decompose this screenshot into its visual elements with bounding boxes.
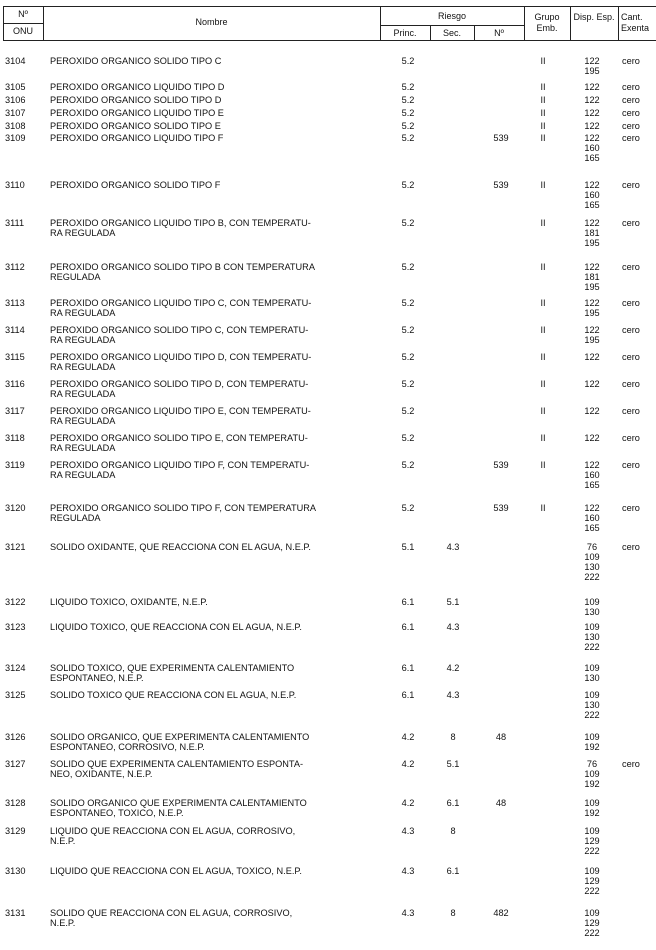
cell-disp: 109 192 bbox=[584, 732, 600, 752]
cell-grupo: II bbox=[540, 95, 546, 105]
header-onu: ONU bbox=[13, 26, 33, 36]
cell-princ: 4.3 bbox=[401, 826, 415, 836]
cell-sec: 8 bbox=[450, 908, 456, 918]
cell-onu: 3128 bbox=[5, 798, 26, 808]
cell-cant: cero bbox=[622, 503, 640, 513]
cell-grupo: II bbox=[540, 108, 546, 118]
cell-disp: 122 bbox=[584, 95, 600, 105]
cell-onu: 3131 bbox=[5, 908, 26, 918]
cell-princ: 5.2 bbox=[401, 56, 415, 66]
cell-grupo: II bbox=[540, 121, 546, 131]
header-top-rule bbox=[3, 6, 656, 7]
cell-nombre: PEROXIDO ORGANICO LIQUIDO TIPO F bbox=[50, 133, 224, 143]
cell-princ: 5.2 bbox=[401, 133, 415, 143]
cell-disp: 122 195 bbox=[584, 56, 600, 76]
cell-cant: cero bbox=[622, 108, 640, 118]
cell-grupo: II bbox=[540, 379, 546, 389]
cell-num: 539 bbox=[493, 180, 509, 190]
cell-princ: 6.1 bbox=[401, 597, 415, 607]
cell-disp: 122 160 165 bbox=[584, 503, 600, 533]
cell-disp: 109 129 222 bbox=[584, 908, 600, 938]
cell-disp: 109 130 222 bbox=[584, 690, 600, 720]
header-no: Nº bbox=[18, 9, 28, 19]
cell-disp: 76 109 192 bbox=[584, 759, 600, 789]
cell-grupo: II bbox=[540, 433, 546, 443]
cell-cant: cero bbox=[622, 180, 640, 190]
cell-princ: 5.2 bbox=[401, 218, 415, 228]
cell-grupo: II bbox=[540, 180, 546, 190]
cell-cant: cero bbox=[622, 133, 640, 143]
header-grupo: Grupo Emb. bbox=[534, 12, 560, 33]
cell-sec: 4.3 bbox=[446, 542, 460, 552]
cell-princ: 5.2 bbox=[401, 325, 415, 335]
cell-sec: 4.3 bbox=[446, 690, 460, 700]
cell-princ: 5.2 bbox=[401, 460, 415, 470]
cell-nombre: PEROXIDO ORGANICO LIQUIDO TIPO C, CON TEMPERATU- RA REGULADA bbox=[50, 298, 312, 318]
cell-princ: 5.1 bbox=[401, 542, 415, 552]
cell-princ: 5.2 bbox=[401, 95, 415, 105]
cell-nombre: PEROXIDO ORGANICO SOLIDO TIPO F bbox=[50, 180, 221, 190]
cell-princ: 5.2 bbox=[401, 352, 415, 362]
header-bottom-rule bbox=[3, 40, 656, 41]
cell-disp: 122 bbox=[584, 121, 600, 131]
cell-grupo: II bbox=[540, 460, 546, 470]
cell-onu: 3106 bbox=[5, 95, 26, 105]
cell-grupo: II bbox=[540, 262, 546, 272]
cell-num: 48 bbox=[495, 798, 507, 808]
cell-nombre: PEROXIDO ORGANICO LIQUIDO TIPO D bbox=[50, 82, 225, 92]
cell-disp: 122 195 bbox=[584, 325, 600, 345]
cell-disp: 109 130 bbox=[584, 663, 600, 683]
cell-onu: 3125 bbox=[5, 690, 26, 700]
cell-nombre: PEROXIDO ORGANICO LIQUIDO TIPO E bbox=[50, 108, 224, 118]
cell-princ: 5.2 bbox=[401, 298, 415, 308]
cell-grupo: II bbox=[540, 352, 546, 362]
cell-princ: 5.2 bbox=[401, 108, 415, 118]
cell-onu: 3104 bbox=[5, 56, 26, 66]
cell-onu: 3119 bbox=[5, 460, 25, 470]
cell-sec: 4.3 bbox=[446, 622, 460, 632]
cell-princ: 5.2 bbox=[401, 121, 415, 131]
cell-princ: 4.3 bbox=[401, 866, 415, 876]
cell-nombre: SOLIDO OXIDANTE, QUE REACCIONA CON EL AGUA, N.E.P. bbox=[50, 542, 311, 552]
cell-disp: 122 bbox=[584, 352, 600, 362]
header-num: Nº bbox=[494, 28, 504, 38]
cell-princ: 4.2 bbox=[401, 732, 415, 742]
cell-nombre: PEROXIDO ORGANICO SOLIDO TIPO E, CON TEMPERATU- RA REGULADA bbox=[50, 433, 308, 453]
cell-princ: 4.3 bbox=[401, 908, 415, 918]
cell-disp: 122 bbox=[584, 108, 600, 118]
cell-sec: 6.1 bbox=[446, 866, 460, 876]
cell-num: 539 bbox=[493, 503, 509, 513]
cell-num: 482 bbox=[493, 908, 509, 918]
cell-sec: 5.1 bbox=[446, 597, 460, 607]
cell-nombre: SOLIDO QUE EXPERIMENTA CALENTAMIENTO ESPONTA- NEO, OXIDANTE, N.E.P. bbox=[50, 759, 304, 779]
header-no-divider bbox=[3, 23, 43, 24]
cell-nombre: PEROXIDO ORGANICO SOLIDO TIPO C, CON TEMPERATU- RA REGULADA bbox=[50, 325, 309, 345]
cell-princ: 5.2 bbox=[401, 379, 415, 389]
cell-disp: 76 109 130 222 bbox=[584, 542, 600, 582]
cell-nombre: PEROXIDO ORGANICO SOLIDO TIPO C bbox=[50, 56, 222, 66]
cell-nombre: PEROXIDO ORGANICO SOLIDO TIPO F, CON TEMPERATURA REGULADA bbox=[50, 503, 316, 523]
cell-princ: 5.2 bbox=[401, 503, 415, 513]
cell-disp: 122 195 bbox=[584, 298, 600, 318]
cell-cant: cero bbox=[622, 298, 640, 308]
cell-princ: 6.1 bbox=[401, 663, 415, 673]
cell-princ: 5.2 bbox=[401, 433, 415, 443]
cell-princ: 4.2 bbox=[401, 759, 415, 769]
cell-nombre: LIQUIDO TOXICO, QUE REACCIONA CON EL AGUA, N.E.P. bbox=[50, 622, 302, 632]
cell-princ: 5.2 bbox=[401, 82, 415, 92]
cell-onu: 3129 bbox=[5, 826, 26, 836]
cell-nombre: PEROXIDO ORGANICO SOLIDO TIPO D, CON TEMPERATU- RA REGULADA bbox=[50, 379, 309, 399]
cell-onu: 3108 bbox=[5, 121, 26, 131]
cell-nombre: SOLIDO QUE REACCIONA CON EL AGUA, CORROSIVO, N.E.P. bbox=[50, 908, 293, 928]
cell-princ: 4.2 bbox=[401, 798, 415, 808]
cell-princ: 6.1 bbox=[401, 690, 415, 700]
cell-sec: 8 bbox=[450, 826, 456, 836]
cell-sec: 5.1 bbox=[446, 759, 460, 769]
header-sec: Sec. bbox=[442, 28, 461, 38]
cell-nombre: LIQUIDO TOXICO, OXIDANTE, N.E.P. bbox=[50, 597, 208, 607]
cell-princ: 5.2 bbox=[401, 180, 415, 190]
cell-onu: 3121 bbox=[5, 542, 26, 552]
cell-disp: 109 130 222 bbox=[584, 622, 600, 652]
cell-disp: 122 160 165 bbox=[584, 460, 600, 490]
cell-grupo: II bbox=[540, 133, 546, 143]
cell-grupo: II bbox=[540, 56, 546, 66]
cell-cant: cero bbox=[622, 379, 640, 389]
cell-onu: 3114 bbox=[5, 325, 25, 335]
cell-sec: 4.2 bbox=[446, 663, 460, 673]
cell-cant: cero bbox=[622, 218, 640, 228]
cell-onu: 3109 bbox=[5, 133, 26, 143]
cell-nombre: SOLIDO ORGANICO QUE EXPERIMENTA CALENTAMIENTO ESPONTANEO, TOXICO, N.E.P. bbox=[50, 798, 307, 818]
cell-cant: cero bbox=[622, 433, 640, 443]
cell-onu: 3110 bbox=[5, 180, 25, 190]
cell-nombre: PEROXIDO ORGANICO LIQUIDO TIPO F, CON TEMPERATU- RA REGULADA bbox=[50, 460, 310, 480]
cell-num: 48 bbox=[495, 732, 507, 742]
cell-onu: 3130 bbox=[5, 866, 26, 876]
cell-cant: cero bbox=[622, 460, 640, 470]
cell-cant: cero bbox=[622, 406, 640, 416]
cell-cant: cero bbox=[622, 121, 640, 131]
cell-sec: 6.1 bbox=[446, 798, 460, 808]
cell-onu: 3116 bbox=[5, 379, 25, 389]
cell-onu: 3127 bbox=[5, 759, 26, 769]
cell-disp: 122 bbox=[584, 406, 600, 416]
cell-nombre: SOLIDO TOXICO, QUE EXPERIMENTA CALENTAMIENTO ESPONTANEO, N.E.P. bbox=[50, 663, 295, 683]
cell-grupo: II bbox=[540, 325, 546, 335]
cell-num: 539 bbox=[493, 133, 509, 143]
cell-disp: 122 160 165 bbox=[584, 133, 600, 163]
cell-onu: 3123 bbox=[5, 622, 26, 632]
cell-onu: 3124 bbox=[5, 663, 26, 673]
cell-onu: 3107 bbox=[5, 108, 26, 118]
header-riesgo-divider bbox=[380, 25, 524, 26]
cell-disp: 122 181 195 bbox=[584, 262, 600, 292]
cell-disp: 109 192 bbox=[584, 798, 600, 818]
cell-disp: 109 130 bbox=[584, 597, 600, 617]
cell-nombre: LIQUIDO QUE REACCIONA CON EL AGUA, TOXICO, N.E.P. bbox=[50, 866, 302, 876]
cell-onu: 3105 bbox=[5, 82, 26, 92]
cell-grupo: II bbox=[540, 298, 546, 308]
cell-onu: 3112 bbox=[5, 262, 25, 272]
cell-grupo: II bbox=[540, 406, 546, 416]
cell-nombre: LIQUIDO QUE REACCIONA CON EL AGUA, CORROSIVO, N.E.P. bbox=[50, 826, 296, 846]
cell-nombre: PEROXIDO ORGANICO LIQUIDO TIPO B, CON TEMPERATU- RA REGULADA bbox=[50, 218, 311, 238]
cell-princ: 6.1 bbox=[401, 622, 415, 632]
header-disp: Disp. Esp. bbox=[573, 12, 615, 22]
cell-nombre: SOLIDO ORGANICO, QUE EXPERIMENTA CALENTAMIENTO ESPONTANEO, CORROSIVO, N.E.P. bbox=[50, 732, 310, 752]
header-riesgo: Riesgo bbox=[437, 11, 466, 21]
cell-cant: cero bbox=[622, 262, 640, 272]
cell-cant: cero bbox=[622, 352, 640, 362]
cell-disp: 109 129 222 bbox=[584, 826, 600, 856]
cell-disp: 109 129 222 bbox=[584, 866, 600, 896]
cell-disp: 122 bbox=[584, 379, 600, 389]
cell-grupo: II bbox=[540, 218, 546, 228]
cell-nombre: PEROXIDO ORGANICO SOLIDO TIPO D bbox=[50, 95, 222, 105]
cell-nombre: SOLIDO TOXICO QUE REACCIONA CON EL AGUA, N.E.P. bbox=[50, 690, 297, 700]
cell-cant: cero bbox=[622, 56, 640, 66]
cell-onu: 3117 bbox=[5, 406, 25, 416]
cell-sec: 8 bbox=[450, 732, 456, 742]
cell-grupo: II bbox=[540, 82, 546, 92]
cell-disp: 122 bbox=[584, 82, 600, 92]
cell-nombre: PEROXIDO ORGANICO LIQUIDO TIPO D, CON TEMPERATU- RA REGULADA bbox=[50, 352, 312, 372]
cell-disp: 122 bbox=[584, 433, 600, 443]
cell-cant: cero bbox=[622, 82, 640, 92]
cell-princ: 5.2 bbox=[401, 262, 415, 272]
cell-cant: cero bbox=[622, 542, 640, 552]
cell-onu: 3120 bbox=[5, 503, 26, 513]
cell-onu: 3118 bbox=[5, 433, 25, 443]
cell-onu: 3111 bbox=[5, 218, 25, 228]
cell-num: 539 bbox=[493, 460, 509, 470]
cell-disp: 122 181 195 bbox=[584, 218, 600, 248]
cell-cant: cero bbox=[622, 325, 640, 335]
header-cant: Cant. Exenta bbox=[621, 12, 650, 33]
cell-cant: cero bbox=[622, 95, 640, 105]
cell-onu: 3126 bbox=[5, 732, 26, 742]
cell-disp: 122 160 165 bbox=[584, 180, 600, 210]
cell-onu: 3113 bbox=[5, 298, 25, 308]
header-princ: Princ. bbox=[393, 28, 417, 38]
cell-onu: 3122 bbox=[5, 597, 26, 607]
cell-nombre: PEROXIDO ORGANICO SOLIDO TIPO B CON TEMPERATURA REGULADA bbox=[50, 262, 315, 282]
cell-grupo: II bbox=[540, 503, 546, 513]
cell-princ: 5.2 bbox=[401, 406, 415, 416]
cell-nombre: PEROXIDO ORGANICO SOLIDO TIPO E bbox=[50, 121, 221, 131]
cell-onu: 3115 bbox=[5, 352, 25, 362]
cell-nombre: PEROXIDO ORGANICO LIQUIDO TIPO E, CON TEMPERATU- RA REGULADA bbox=[50, 406, 311, 426]
cell-cant: cero bbox=[622, 759, 640, 769]
header-nombre: Nombre bbox=[195, 17, 228, 27]
